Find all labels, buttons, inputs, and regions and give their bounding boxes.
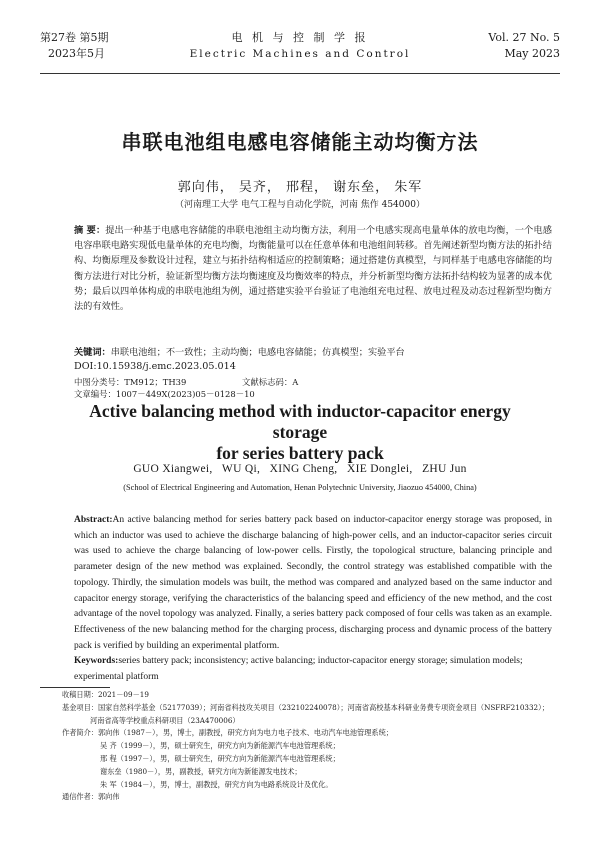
date-cn: 2023年5月 [48,47,105,60]
classification-line [74,376,534,400]
abstract-cn-label: 摘 要： [74,225,106,236]
abstract-en [74,513,552,654]
author-bio-5: 朱 军（1984－），男，博士，副教授，研究方向为电路系统设计及优化。 [100,779,333,789]
affiliation-cn: （河南理工大学 电气工程与自动化学院，河南 焦作 454000） [175,200,425,210]
header-divider [40,73,560,74]
doi: DOI:10.15938/j.emc.2023.05.014 [74,361,236,372]
paper-title-en-line1: Active balancing method with inductor-capacitor energy storage [89,401,511,442]
authors-cn: 郭向伟， 吴齐， 邢程， 谢东垒， 朱军 [177,180,423,195]
keywords-cn [74,346,552,360]
fund-line-2: 河南省高等学校重点科研项目（23A470006） [90,715,240,725]
header-right [488,30,560,62]
keywords-cn-text: 串联电池组；不一致性；主动均衡；电感电容储能；仿真模型；实验平台 [110,347,405,358]
abstract-cn-text: 提出一种基于电感电容储能的串联电池组主动均衡方法，利用一个电感实现高电量单体的放电均衡，一个电感电容串联电路实现低电量单体的充电均衡，均衡能量可以在任意单体和电池组间转移。首先阐述新型均衡方法的拓扑结构、均衡原理及参数设计过程，建立与拓扑结构相适应的控制策略；通过搭建仿真模型，与同样基于电感电容储能的均衡方法进行对比分析，验证新型均衡方法均衡速度及均衡效率的特点，并分析新型均衡方法拓扑结构较为显著的成本优势；最后以四单体构成的串联电池组为例，通过搭建实验平台验证了电池组充电过程、放电过程及动态过程新型均衡方法的有效性。 [74,225,552,313]
journal-name-en: Electric Machines and Control [189,48,411,60]
abstract-en-text: An active balancing method for series battery pack based on inductor-capacitor energy storage was proposed, in which an inductor was used to achieve the discharge balancing of high-power cells, and an inductor-capacitor series circuit was used to achieve the charge balancing of low-power cells. Firstly, the topological structure, balancing principle and parameter design of the new method was explained. Secondly, the control strategy was established compatible with the topology. Thirdly, the simulation models was built, the method was compared and analyzed based on the same inductor and capacitor energy storage, verifying the characteristics of the balancing speed and efficiency of the new method, and the cost advantage of the novel topology was analyzed. Finally, a series battery pack composed of four cells was taken as an example. Effectiveness of the new balancing method for the charging process, discharging process and dynamic process of the battery pack is verified by building an experimental platform. [74,515,552,651]
date-en: May 2023 [504,47,560,60]
fund-line-1: 基金项目：国家自然科学基金（52177039）；河南省科技攻关项目（232102240078）；河南省高校基本科研业务费专项资金项目（NSFRF210332）； [62,702,549,712]
abstract-cn [74,223,552,314]
header-center [40,30,560,62]
keywords-cn-label: 关键词： [74,347,111,358]
footnote-divider [40,687,110,688]
received-date: 收稿日期：2021－09－19 [62,690,149,699]
running-header [40,30,560,74]
keywords-en-text: series battery pack; inconsistency; active balancing; inductor-capacitor energy storage; simulation models; experimental platform [74,656,523,682]
paper-title-en-line2: for series battery pack [216,443,384,463]
paper-title-cn: 串联电池组电感电容储能主动均衡方法 [121,130,479,154]
keywords-en [74,654,552,685]
affiliation-en: (School of Electrical Engineering and Automation, Henan Polytechnic University, Jiaozuo 454000, China) [123,483,477,492]
journal-name-cn: 电 机 与 控 制 学 报 [231,31,369,44]
paper-title-en [60,401,540,464]
abstract-en-label: Abstract: [74,515,113,525]
clc-number: 中图分类号：TM912；TH39 [74,377,187,387]
author-bio-1: 作者简介：郭向伟（1987－），男，博士，副教授，研究方向为电力电子技术、电动汽车电池管理系统； [62,728,393,738]
keywords-en-label: Keywords: [74,656,119,666]
author-bio-4: 谢东垒（1980－），男，副教授，研究方向为新能源发电技术； [100,766,302,776]
document-code: 文献标志码：A [242,377,299,387]
volume-en: Vol. 27 No. 5 [488,31,560,44]
corresponding-author: 通信作者：郭向伟 [62,792,120,802]
author-bio-2: 吴 齐（1999－），男，硕士研究生，研究方向为新能源汽车电池管理系统； [100,741,340,751]
authors-en: GUO Xiangwei, WU Qi, XING Cheng, XIE Donglei, ZHU Jun [133,463,467,475]
footnotes [62,689,560,804]
article-number: 文章编号：1007－449X(2023)05－0128－10 [74,389,255,399]
author-bio-3: 邢 程（1997－），男，硕士研究生，研究方向为新能源汽车电池管理系统； [100,753,340,763]
volume-cn: 第27卷 第5期 [40,31,109,44]
